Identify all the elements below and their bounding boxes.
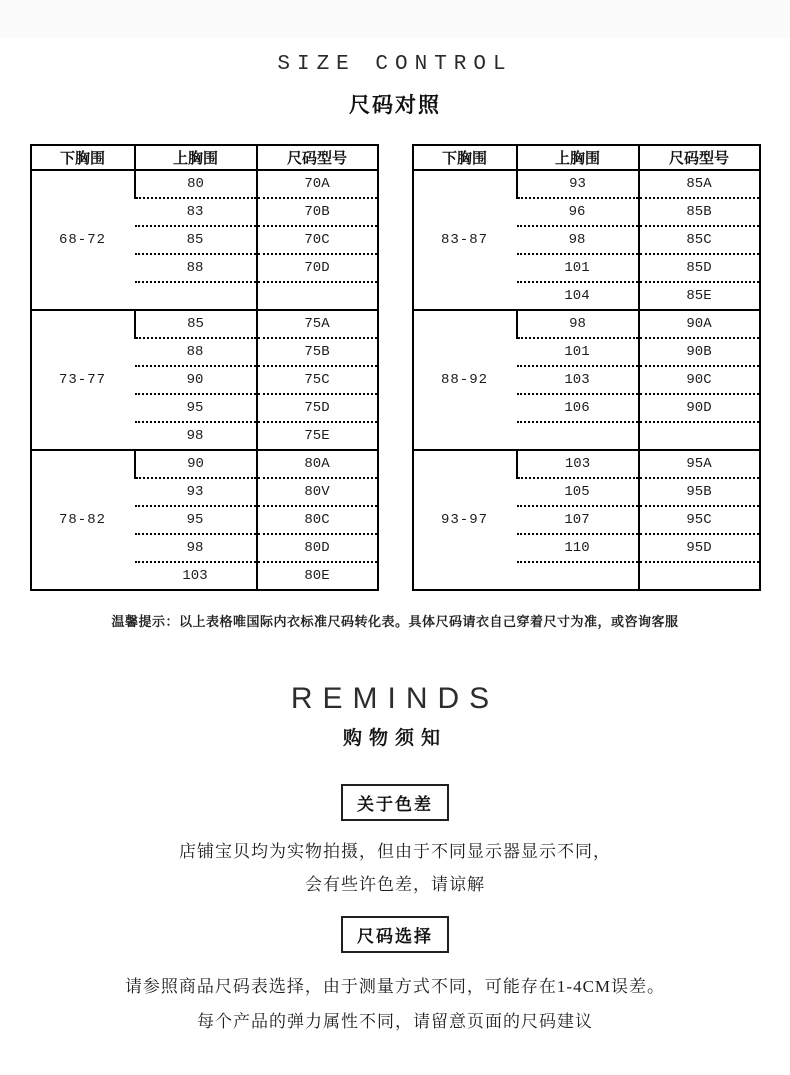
bust-cell: 95: [135, 506, 257, 534]
bust-cell: 96: [517, 198, 639, 226]
size-table-right: [412, 144, 761, 591]
size-cell: 80E: [257, 562, 378, 590]
bust-cell: 88: [135, 338, 257, 366]
size-table-left: [30, 144, 379, 591]
table-row: [31, 310, 378, 338]
bust-cell: 103: [517, 450, 639, 478]
size-cell: 70B: [257, 198, 378, 226]
size-cell: 75C: [257, 366, 378, 394]
size-cell: 95D: [639, 534, 760, 562]
color-difference-section-header: [0, 784, 790, 821]
size-cell: 95A: [639, 450, 760, 478]
paragraph-line: 会有些许色差，请谅解: [305, 875, 485, 894]
size-cell: 70A: [257, 170, 378, 198]
bust-cell: 98: [517, 226, 639, 254]
bust-cell: 104: [517, 282, 639, 310]
table-row: [413, 310, 760, 338]
bust-cell: 88: [135, 254, 257, 282]
underbust-range-cell: 83-87: [413, 170, 517, 310]
bust-cell: 101: [517, 338, 639, 366]
size-cell: 75B: [257, 338, 378, 366]
col-header-size: 尺码型号: [257, 145, 378, 170]
bust-cell: 95: [135, 394, 257, 422]
top-band: [0, 0, 790, 38]
bust-cell: 105: [517, 478, 639, 506]
group-83-87: [413, 170, 760, 310]
size-cell: [639, 422, 760, 450]
bust-cell: 90: [135, 450, 257, 478]
size-cell: 75A: [257, 310, 378, 338]
color-difference-label: 关于色差: [341, 784, 449, 821]
reminds-title-en: REMINDS: [290, 682, 500, 715]
table-row: [31, 450, 378, 478]
page-title-cn: 尺码对照: [349, 94, 441, 117]
page-title-en: SIZE CONTROL: [277, 53, 513, 76]
group-68-72: [31, 170, 378, 310]
underbust-range-cell: 88-92: [413, 310, 517, 450]
size-selection-label: 尺码选择: [341, 916, 449, 953]
header-row: [31, 145, 378, 170]
size-cell: 85B: [639, 198, 760, 226]
bust-cell: [135, 282, 257, 310]
bust-cell: 103: [517, 366, 639, 394]
size-cell: 85A: [639, 170, 760, 198]
bust-cell: 80: [135, 170, 257, 198]
col-header-upperbust: 上胸围: [517, 145, 639, 170]
bust-cell: 106: [517, 394, 639, 422]
size-selection-section-header: [0, 916, 790, 953]
size-cell: 70C: [257, 226, 378, 254]
size-selection-text: [0, 969, 790, 1039]
size-cell: 80A: [257, 450, 378, 478]
size-cell: 90C: [639, 366, 760, 394]
reminds-title-cn: 购物须知: [342, 728, 447, 749]
paragraph-line: 每个产品的弹力属性不同，请留意页面的尺码建议: [197, 1012, 593, 1031]
size-cell: 80C: [257, 506, 378, 534]
table-row: [413, 170, 760, 198]
group-78-82: [31, 450, 378, 590]
bust-cell: [517, 422, 639, 450]
bust-cell: 85: [135, 310, 257, 338]
bust-cell: 98: [135, 422, 257, 450]
bust-cell: 110: [517, 534, 639, 562]
size-table-note: 温馨提示：以上表格唯国际内衣标准尺码转化表。具体尺码请衣自己穿着尺寸为准，或咨询客服: [111, 614, 679, 629]
size-tables-container: [0, 144, 790, 591]
header-row: [413, 145, 760, 170]
size-cell: 75E: [257, 422, 378, 450]
col-header-upperbust: 上胸围: [135, 145, 257, 170]
bust-cell: 107: [517, 506, 639, 534]
size-cell: 70D: [257, 254, 378, 282]
group-93-97: [413, 450, 760, 590]
size-cell: 90D: [639, 394, 760, 422]
size-cell: 80D: [257, 534, 378, 562]
bust-cell: 93: [135, 478, 257, 506]
bust-cell: 83: [135, 198, 257, 226]
group-73-77: [31, 310, 378, 450]
underbust-range-cell: 93-97: [413, 450, 517, 590]
col-header-underbust: 下胸围: [413, 145, 517, 170]
col-header-underbust: 下胸围: [31, 145, 135, 170]
bust-cell: 101: [517, 254, 639, 282]
size-cell: 85D: [639, 254, 760, 282]
size-cell: 85E: [639, 282, 760, 310]
size-cell: 95B: [639, 478, 760, 506]
bust-cell: [517, 562, 639, 590]
bust-cell: 90: [135, 366, 257, 394]
size-cell: 95C: [639, 506, 760, 534]
underbust-range-cell: 78-82: [31, 450, 135, 590]
group-88-92: [413, 310, 760, 450]
table-row: [413, 450, 760, 478]
table-row: [31, 170, 378, 198]
color-difference-text: [0, 835, 790, 901]
bust-cell: 93: [517, 170, 639, 198]
bust-cell: 85: [135, 226, 257, 254]
size-cell: 90A: [639, 310, 760, 338]
underbust-range-cell: 68-72: [31, 170, 135, 310]
paragraph-line: 请参照商品尺码表选择，由于测量方式不同，可能存在1-4CM误差。: [124, 977, 666, 996]
bust-cell: 98: [517, 310, 639, 338]
paragraph-line: 店铺宝贝均为实物拍摄，但由于不同显示器显示不同，: [179, 842, 611, 861]
size-cell: 75D: [257, 394, 378, 422]
bust-cell: 103: [135, 562, 257, 590]
size-cell: [257, 282, 378, 310]
size-cell: 80V: [257, 478, 378, 506]
underbust-range-cell: 73-77: [31, 310, 135, 450]
size-cell: 90B: [639, 338, 760, 366]
col-header-size: 尺码型号: [639, 145, 760, 170]
bust-cell: 98: [135, 534, 257, 562]
size-cell: 85C: [639, 226, 760, 254]
size-cell: [639, 562, 760, 590]
